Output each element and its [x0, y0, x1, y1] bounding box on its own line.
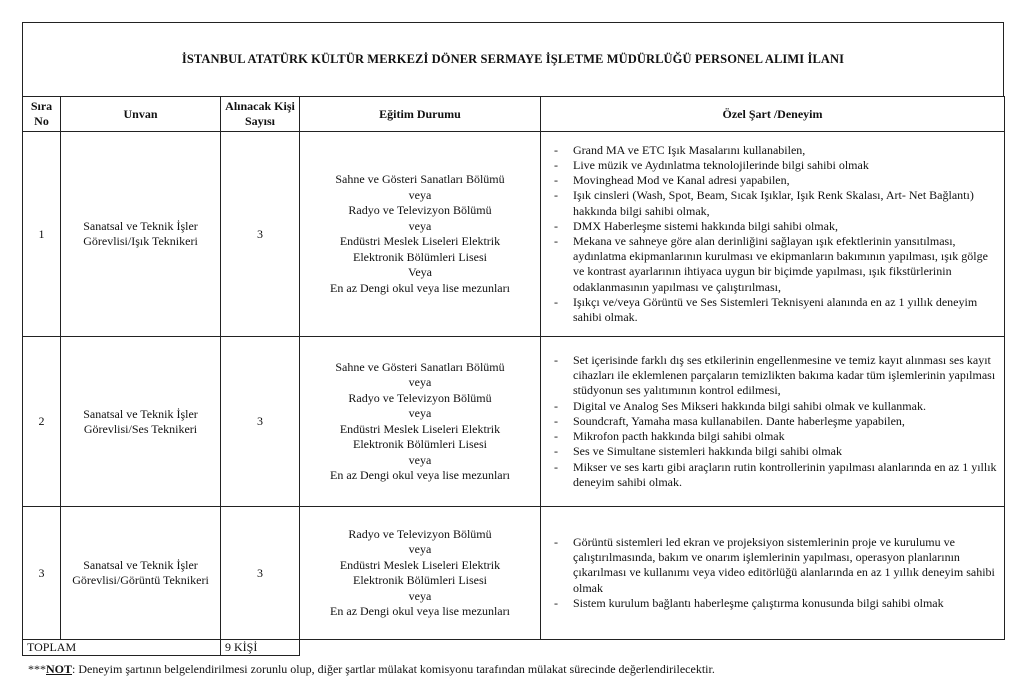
position-title: Sanatsal ve Teknik İşler Görevlisi/Görüntü Teknikeri — [61, 507, 221, 640]
position-title: Sanatsal ve Teknik İşler Görevlisi/Işık Teknikeri — [61, 132, 221, 337]
education-line: Radyo ve Televizyon Bölümü — [348, 390, 492, 405]
total-spacer — [300, 640, 1005, 656]
requirement-item: - Soundcraft, Yamaha masa kullanabilen. Dante haberleşme yapabilen, — [547, 414, 998, 429]
requirement-item: - DMX Haberleşme sistemi hakkında bilgi sahibi olmak, — [547, 219, 998, 234]
requirement-item: - Işıkçı ve/veya Görüntü ve Ses Sistemleri Teknisyeni alanında en az 1 yıllık deneyim sahibi olmak. — [547, 295, 998, 325]
education-line: Elektronik Bölümleri Lisesi — [353, 249, 487, 264]
requirements-cell — [541, 337, 1005, 507]
education-line: Endüstri Meslek Liseleri Elektrik — [339, 557, 501, 572]
requirement-item: - Digital ve Analog Ses Mikseri hakkında bilgi sahibi olmak ve kullanmak. — [547, 399, 998, 414]
table-row — [23, 337, 1005, 507]
header-title: Unvan — [61, 97, 221, 132]
requirement-item: - Grand MA ve ETC Işık Masalarını kullanabilen, — [547, 143, 998, 158]
education-line: En az Dengi okul veya lise mezunları — [330, 468, 510, 482]
education-line: Sahne ve Gösteri Sanatları Bölümü — [335, 172, 505, 186]
education-line: Endüstri Meslek Liseleri Elektrik — [339, 234, 501, 248]
education-line: veya — [408, 542, 432, 556]
note-prefix: *** — [28, 662, 46, 676]
education-line: veya — [408, 588, 432, 603]
table-header-row — [23, 97, 1005, 132]
total-row — [23, 640, 1005, 656]
requirements-list — [547, 535, 998, 611]
headcount: 3 — [221, 507, 300, 640]
requirement-item: - Mikser ve ses kartı gibi araçların rutin kontrollerinin yapılması alanlarında en az 1 yıllık deneyim sahibi olmak. — [547, 460, 998, 490]
education-line: En az Dengi okul veya lise mezunları — [330, 604, 510, 618]
requirement-item: - Live müzik ve Aydınlatma teknolojilerinde bilgi sahibi olmak — [547, 158, 998, 173]
education-line: En az Dengi okul veya lise mezunları — [330, 280, 510, 295]
education-line: veya — [408, 218, 432, 233]
header-education: Eğitim Durumu — [300, 97, 541, 132]
requirement-item: - Mikrofon pacth hakkında bilgi sahibi olmak — [547, 429, 998, 444]
headcount: 3 — [221, 337, 300, 507]
row-number: 3 — [23, 507, 61, 640]
requirements-cell — [541, 132, 1005, 337]
education-line: veya — [408, 375, 432, 389]
education-line: Veya — [408, 265, 432, 279]
header-no: Sıra No — [23, 97, 61, 132]
requirement-item: - Mekana ve sahneye göre alan derinliğini sağlayan ışık efektlerinin yansıtılması, aydınlatma ekipmanlarının kurulması ve ekipmanların bakımının yapılması, ışık gölge ve kontrast ayarlarının ihtiyaca uygun bir biçimde yapılması, ışık fikstürlerinin odaklanmasının yapılması ve çalıştırılması, — [547, 234, 998, 295]
education-line: veya — [408, 406, 432, 420]
total-value: 9 KİŞİ — [221, 640, 300, 656]
education-cell — [300, 132, 541, 337]
note-text: : Deneyim şartının belgelendirilmesi zorunlu olup, diğer şartlar mülakat komisyonu tarafından mülakat sürecinde değerlendirilecektir. — [72, 662, 715, 676]
row-number: 2 — [23, 337, 61, 507]
header-count: Alınacak Kişi Sayısı — [221, 97, 300, 132]
requirement-item: - Set içerisinde farklı dış ses etkilerinin engellenmesine ve temiz kayıt alınması ses kayıt cihazları ile eklemlenen parçaların temizlikten bakıma kadar tüm işlemlerinin yapılması stüdyonun ses yalıtımının kontrol edilmesi, — [547, 353, 998, 399]
note-label: NOT — [46, 662, 73, 676]
requirement-item: - Ses ve Simultane sistemleri hakkında bilgi sahibi olmak — [547, 444, 998, 459]
education-line: veya — [408, 187, 432, 202]
education-line: Radyo ve Televizyon Bölümü — [348, 526, 492, 541]
education-line: veya — [408, 452, 432, 467]
education-line: Radyo ve Televizyon Bölümü — [348, 203, 492, 217]
education-line: Elektronik Bölümleri Lisesi — [353, 437, 487, 451]
total-label: TOPLAM — [23, 640, 221, 656]
requirements-list — [547, 353, 998, 490]
education-cell — [300, 337, 541, 507]
requirements-list — [547, 143, 998, 325]
table-row — [23, 132, 1005, 337]
footnote — [28, 662, 715, 677]
education-line: Endüstri Meslek Liseleri Elektrik — [339, 421, 501, 436]
row-number: 1 — [23, 132, 61, 337]
position-title: Sanatsal ve Teknik İşler Görevlisi/Ses Teknikeri — [61, 337, 221, 507]
headcount: 3 — [221, 132, 300, 337]
education-line: Elektronik Bölümleri Lisesi — [353, 573, 487, 587]
requirement-item: - Işık cinsleri (Wash, Spot, Beam, Sıcak Işıklar, Işık Renk Skalası, Art- Net Bağlantı) hakkında bilgi sahibi olmak, — [547, 188, 998, 218]
document-title: İSTANBUL ATATÜRK KÜLTÜR MERKEZİ DÖNER SERMAYE İŞLETME MÜDÜRLÜĞÜ PERSONEL ALIMI İLANI — [22, 22, 1004, 96]
requirement-item: - Görüntü sistemleri led ekran ve projeksiyon sistemlerinin proje ve kurulumu ve çalıştırılmasında, bakım ve onarım işlemlerinin yapılması, operasyon planlarının çıkarılması ve kullanımı veya video editörlüğü alanlarında en az 1 yıllık deneyim sahibi olmak — [547, 535, 998, 596]
requirement-item: - Sistem kurulum bağlantı haberleşme çalıştırma konusunda bilgi sahibi olmak — [547, 596, 998, 611]
header-requirements: Özel Şart /Deneyim — [541, 97, 1005, 132]
table-row — [23, 507, 1005, 640]
announcement-sheet — [22, 22, 1004, 656]
positions-table — [22, 96, 1005, 656]
education-cell — [300, 507, 541, 640]
requirement-item: - Movinghead Mod ve Kanal adresi yapabilen, — [547, 173, 998, 188]
requirements-cell — [541, 507, 1005, 640]
education-line: Sahne ve Gösteri Sanatları Bölümü — [335, 359, 505, 374]
